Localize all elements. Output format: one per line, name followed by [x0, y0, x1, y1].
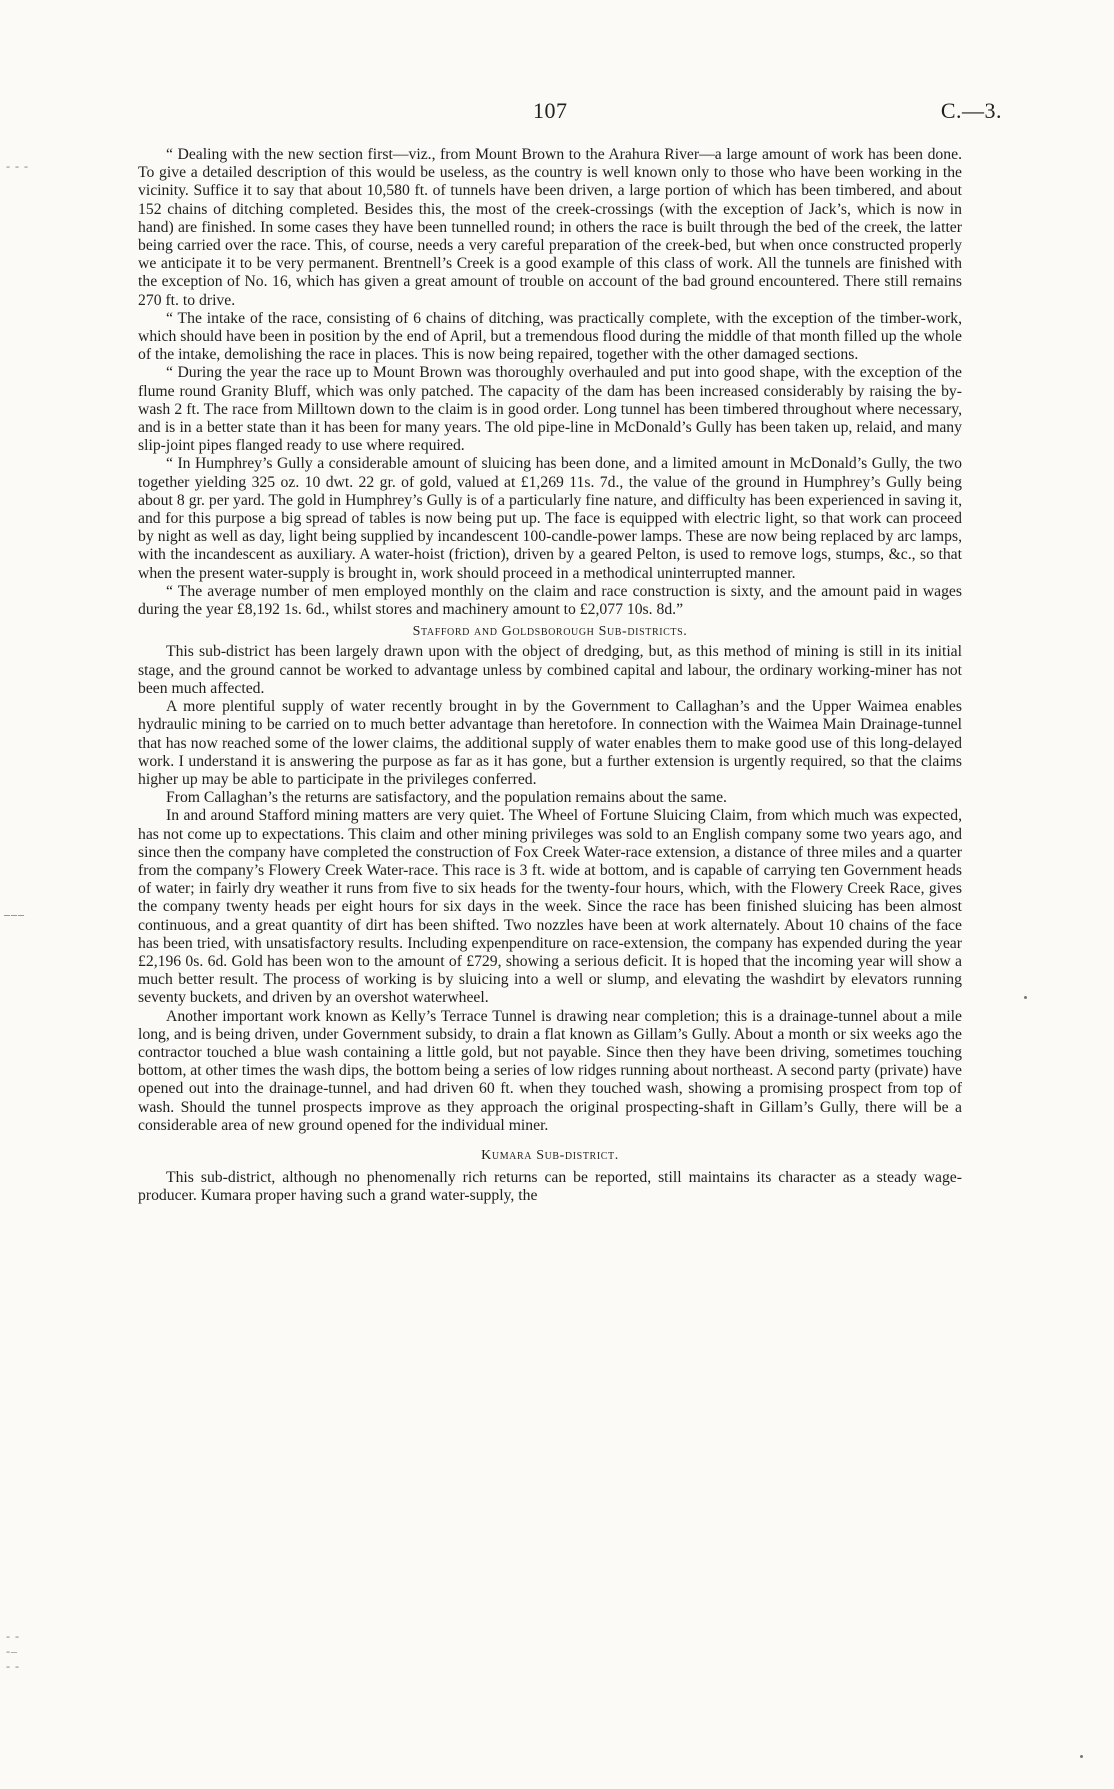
- margin-mark-bottom: [6, 1630, 36, 1675]
- margin-mark-line: -–: [6, 1644, 18, 1658]
- margin-mark-top: - - -: [6, 159, 29, 173]
- document-reference: C.—3.: [940, 98, 1002, 123]
- scan-speck: [1080, 1755, 1083, 1758]
- paragraph: “ In Humphrey’s Gully a considerable amount of sluicing has been done, and a limited amount in McDonald’s Gully, the two together yielding 325 oz. 10 dwt. 22 gr. of gold, valued at £1,269 11s. 7d., the value of the ground in Humphrey’s Gully being about 8 gr. per yard. The gold in Humphrey’s Gully is of a particularly fine nature, and difficulty has been experienced in saving it, and for this purpose a big spread of tables is now being put up. The face is equipped with electric light, so that work can proceed by night as well as day, light being supplied by incandescent 100-candle-power lamps. These are now being replaced by arc lamps, with the incandescent as auxiliary. A water-hoist (friction), driven by a geared Pelton, is used to remove logs, stumps, &c., so that when the present water-supply is brought in, work should proceed in a methodical uninterrupted manner.: [138, 455, 962, 582]
- body-text: [138, 146, 962, 1206]
- paragraph: In and around Stafford mining matters are very quiet. The Wheel of Fortune Sluicing Claim, from which much was expected, has not come up to expectations. This claim and other mining privileges was sold to an English company some two years ago, and since then the company have completed the construction of Fox Creek Water-race extension, a distance of three miles and a quarter from the company’s Flowery Creek Water-race. This race is 3 ft. wide at bottom, and is capable of carrying ten Government heads of water; in fairly dry weather it runs from five to six heads for the twenty-four hours, which, with the Flowery Creek Race, gives the company twenty heads per eight hours for six days in the week. Since the race has been finished sluicing has been almost continuous, and a great quantity of dirt has been shifted. Two nozzles have been at work alternately. About 10 chains of the face has been tried, with unsatisfactory results. Including expenpenditure on race-extension, the company has expended during the year £2,196 0s. 6d. Gold has been won to the amount of £729, showing a serious deficit. It is hoped that the incoming year will show a much better result. The process of working is by sluicing into a well or slump, and elevating the washdirt by elevators running seventy buckets, and driven by an overshot waterwheel.: [138, 807, 962, 1007]
- paragraph: This sub-district has been largely drawn upon with the object of dredging, but, as this method of mining is still in its initial stage, and the ground cannot be worked to advantage unless by combined capital and labour, the ordinary working-miner has not been much affected.: [138, 643, 962, 697]
- margin-mark-line: - -: [6, 1659, 20, 1673]
- paragraph: “ The average number of men employed monthly on the claim and race construction is sixty, and the amount paid in wages during the year £8,192 1s. 6d., whilst stores and machinery amount to £2,077 10s. 8d.”: [138, 582, 962, 619]
- paragraph: “ Dealing with the new section first—viz., from Mount Brown to the Arahura River—a large amount of work has been done. To give a detailed description of this would be useless, as the country is well known only to those who have been working in the vicinity. Suffice it to say that about 10,580 ft. of tunnels have been driven, a large portion of which has been timbered, and about 152 chains of ditching completed. Besides this, the most of the creek-crossings (with the exception of Jack’s, which is now in hand) are finished. In some cases they have been tunnelled round; in others the race is built through the bed of the creek, the latter being carried over the race. This, of course, needs a very careful preparation of the creek-bed, but when once constructed properly we anticipate it to be very permanent. Brentnell’s Creek is a good example of this class of work. All the tunnels are finished with the exception of No. 16, which has given a great amount of trouble on account of the bad ground encountered. There still remains 270 ft. to drive.: [138, 146, 962, 309]
- section-heading-stafford: Stafford and Goldsborough Sub-districts.: [412, 624, 688, 640]
- paragraph: “ During the year the race up to Mount Brown was thoroughly overhauled and put into good shape, with the exception of the flume round Granity Bluff, which was only patched. The capacity of the dam has been increased considerably by raising the by-wash 2 ft. The race from Milltown down to the claim is in good order. Long tunnel has been timbered throughout where necessary, and is in a better state than it has been for many years. The old pipe-line in McDonald’s Gully has been taken up, relaid, and many slip-joint pipes flanged ready to use where required.: [138, 364, 962, 455]
- page-number: 107: [533, 98, 568, 123]
- section-heading-kumara: Kumara Sub-district.: [481, 1147, 619, 1163]
- margin-mark-line: - -: [6, 1629, 20, 1643]
- margin-mark-middle: –––: [4, 907, 25, 921]
- paragraph: Another important work known as Kelly’s Terrace Tunnel is drawing near completion; this is a drainage-tunnel about a mile long, and is being driven, under Government subsidy, to drain a flat known as Gillam’s Gully. About a month or six weeks ago the contractor touched a blue wash containing a little gold, but not payable. Since then they have been driving, sometimes touching bottom, at other times the wash dips, the bottom being a series of low ridges running about northeast. A second party (private) have opened out into the drainage-tunnel, and had driven 60 ft. when they touched wash, showing a promising prospect from top of wash. Should the tunnel prospects improve as they approach the original prospecting-shaft in Gillam’s Gully, there will be a considerable area of new ground opened for the individual miner.: [138, 1007, 962, 1134]
- scan-speck: [1024, 996, 1027, 999]
- paragraph: “ The intake of the race, consisting of 6 chains of ditching, was practically complete, with the exception of the timber-work, which should have been in position by the end of April, but a tremendous flood during the middle of that month filled up the whole of the intake, demolishing the race in places. This is now being repaired, together with the other damaged sections.: [138, 309, 962, 364]
- page-header: [0, 98, 1114, 128]
- paragraph: This sub-district, although no phenomenally rich returns can be reported, still maintains its character as a steady wage-producer. Kumara proper having such a grand water-supply, the: [138, 1169, 962, 1205]
- paragraph: From Callaghan’s the returns are satisfactory, and the population remains about the same.: [166, 789, 727, 807]
- paragraph: A more plentiful supply of water recently brought in by the Government to Callaghan’s and the Upper Waimea enables hydraulic mining to be carried on to much better advantage than heretofore. In connection with the Waimea Main Drainage-tunnel that has now reached some of the lower claims, the additional supply of water enables them to make good use of this long-delayed work. I understand it is answering the purpose as far as it has gone, but a further extension is urgently required, so that the claims higher up may be able to participate in the privileges conferred.: [138, 698, 962, 788]
